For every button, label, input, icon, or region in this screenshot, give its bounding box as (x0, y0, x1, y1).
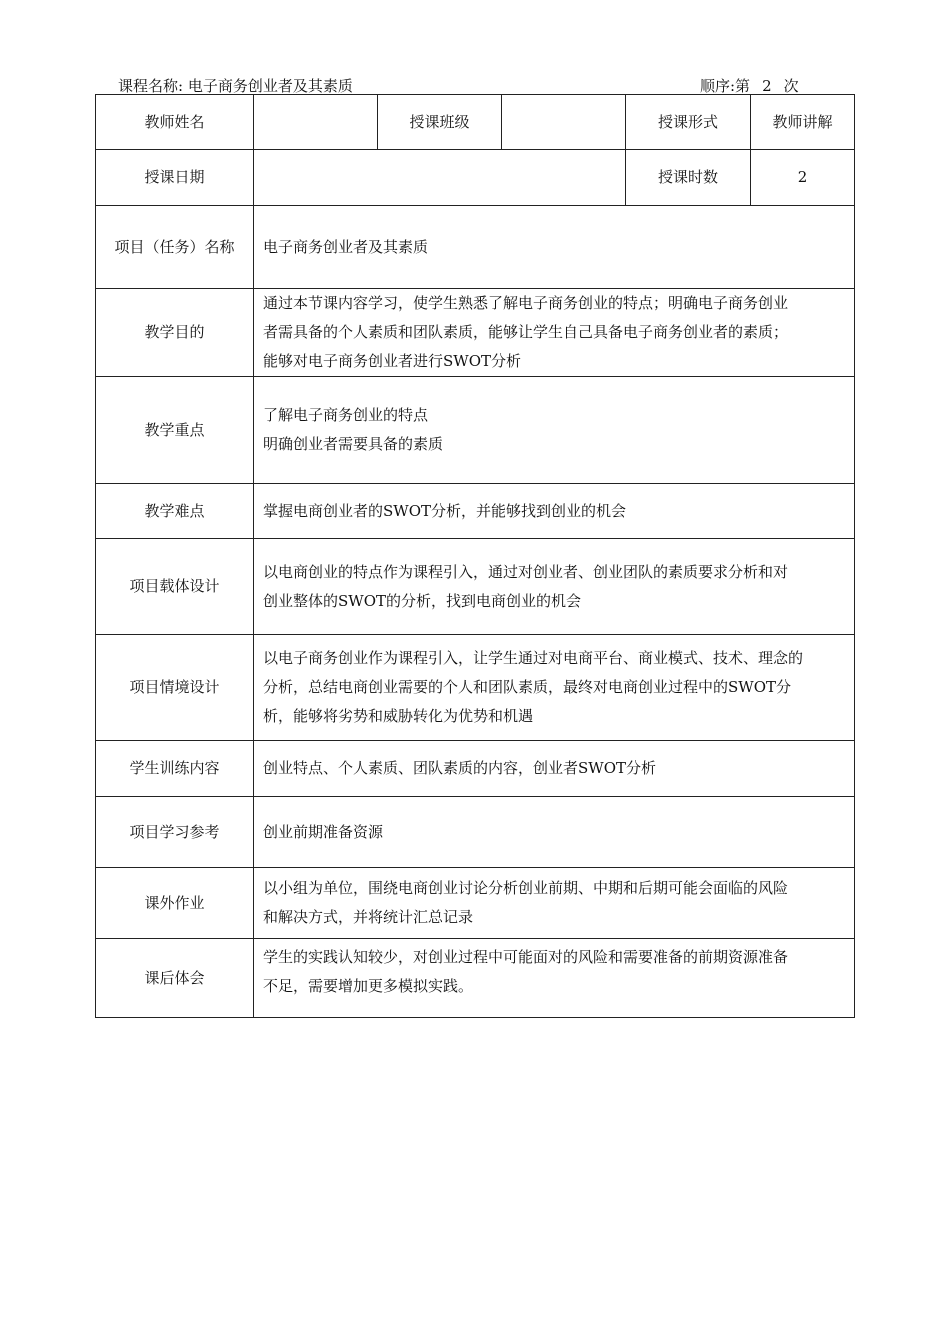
order-prefix: 顺序:第 (700, 77, 751, 95)
carrier-design-value (254, 539, 855, 635)
training-line: 创业特点、个人素质、团队素质的内容，创业者SWOT分析 (263, 759, 656, 777)
hours-value: 2 (751, 150, 855, 206)
course-title-header (118, 76, 353, 96)
scenario-design-line: 以电子商务创业作为课程引入，让学生通过对电商平台、商业模式、技术、理念的 (263, 649, 804, 667)
class-label: 授课班级 (378, 95, 502, 150)
difficulties-line: 掌握电商创业者的SWOT分析，并能够找到创业的机会 (263, 501, 626, 520)
teacher-row (96, 95, 855, 150)
date-label: 授课日期 (96, 150, 254, 206)
key-points-label: 教学重点 (96, 377, 254, 484)
objectives-line: 者需具备的个人素质和团队素质，能够让学生自己具备电子商务创业者的素质； (263, 323, 789, 341)
carrier-design-label: 项目载体设计 (96, 539, 254, 635)
homework-value (254, 868, 855, 939)
carrier-design-line: 以电商创业的特点作为课程引入，通过对创业者、创业团队的素质要求分析和对 (263, 562, 789, 581)
key-points-line: 了解电子商务创业的特点 (263, 406, 429, 424)
course-name: 电子商务创业者及其素质 (187, 77, 353, 95)
reference-line: 创业前期准备资源 (263, 822, 384, 841)
reflection-row (96, 939, 855, 1018)
training-row (96, 741, 855, 797)
objectives-row (96, 289, 855, 377)
reference-value (254, 797, 855, 868)
homework-line: 以小组为单位，围绕电商创业讨论分析创业前期、中期和后期可能会面临的风险 (263, 879, 789, 897)
project-name-label: 项目（任务）名称 (96, 206, 254, 289)
scenario-design-line: 析，能够将劣势和威胁转化为优势和机遇 (263, 707, 534, 725)
key-points-row (96, 377, 855, 484)
scenario-design-label: 项目情境设计 (96, 635, 254, 741)
reflection-label: 课后体会 (96, 939, 254, 1018)
project-name-value (254, 206, 855, 289)
order-suffix: 次 (783, 77, 799, 95)
training-label: 学生训练内容 (96, 741, 254, 797)
format-value: 教师讲解 (751, 95, 855, 150)
key-points-line: 明确创业者需要具备的素质 (263, 435, 444, 453)
key-points-value (254, 377, 855, 484)
lesson-order-header (700, 76, 799, 96)
reflection-line: 学生的实践认知较少，对创业过程中可能面对的风险和需要准备的前期资源准备 (263, 948, 789, 966)
lesson-plan-table (95, 94, 855, 1018)
date-row (96, 150, 855, 206)
scenario-design-value (254, 635, 855, 741)
objectives-line: 通过本节课内容学习，使学生熟悉了解电子商务创业的特点；明确电子商务创业 (263, 294, 789, 312)
format-label: 授课形式 (626, 95, 751, 150)
objectives-line: 能够对电子商务创业者进行SWOT分析 (263, 352, 521, 370)
hours-label: 授课时数 (626, 150, 751, 206)
carrier-design-row (96, 539, 855, 635)
difficulties-value (254, 484, 855, 539)
objectives-value (254, 289, 855, 377)
teacher-name-value (254, 95, 378, 150)
order-number: 2 (762, 77, 772, 95)
reflection-value (254, 939, 855, 1018)
date-value (254, 150, 626, 206)
project-name-row (96, 206, 855, 289)
project-name-line: 电子商务创业者及其素质 (263, 237, 429, 256)
teacher-name-label: 教师姓名 (96, 95, 254, 150)
course-label: 课程名称: (118, 77, 184, 95)
objectives-label: 教学目的 (96, 289, 254, 377)
training-value (254, 741, 855, 797)
homework-line: 和解决方式，并将统计汇总记录 (263, 908, 474, 926)
homework-label: 课外作业 (96, 868, 254, 939)
carrier-design-line: 创业整体的SWOT的分析，找到电商创业的机会 (263, 591, 581, 610)
homework-row (96, 868, 855, 939)
reference-row (96, 797, 855, 868)
scenario-design-line: 分析，总结电商创业需要的个人和团队素质，最终对电商创业过程中的SWOT分 (263, 678, 791, 696)
scenario-design-row (96, 635, 855, 741)
class-value (502, 95, 626, 150)
difficulties-label: 教学难点 (96, 484, 254, 539)
reference-label: 项目学习参考 (96, 797, 254, 868)
reflection-line: 不足，需要增加更多模拟实践。 (263, 977, 474, 995)
difficulties-row (96, 484, 855, 539)
